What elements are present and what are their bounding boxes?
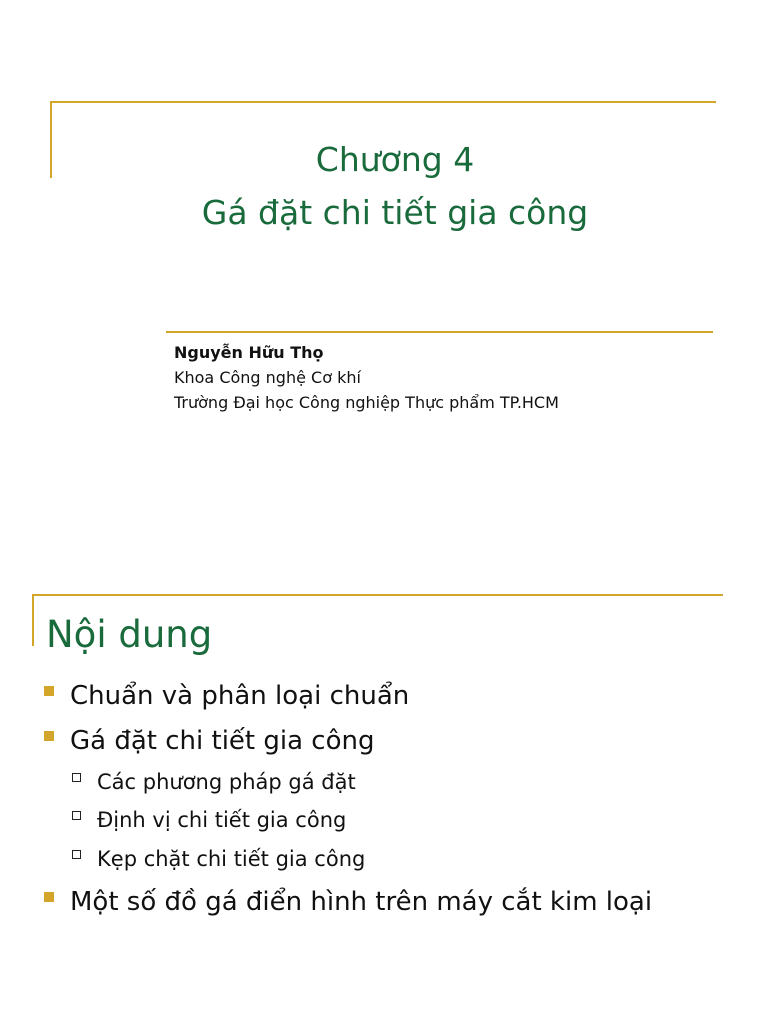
author-divider-line [166,331,713,333]
department: Khoa Công nghệ Cơ khí [174,368,361,387]
university: Trường Đại học Công nghiệp Thực phẩm TP.HCM [174,393,559,412]
bullet-text: Chuẩn và phân loại chuẩn [70,681,410,711]
author-name: Nguyễn Hữu Thọ [174,343,324,362]
bullet-square-icon [44,892,54,902]
bullet-text: Gá đặt chi tiết gia công [70,726,375,756]
hollow-square-icon [72,811,81,820]
bullet-square-icon [44,731,54,741]
sub-bullet-text: Định vị chi tiết gia công [97,808,347,832]
sub-bullet-text: Các phương pháp gá đặt [97,770,356,794]
sub-list-item [72,806,346,834]
sub-list-item [72,845,365,873]
left-frame-line [32,594,34,646]
chapter-title: Chương 4 [315,140,475,179]
contents-title: Nội dung [46,613,213,656]
bullet-square-icon [44,686,54,696]
hollow-square-icon [72,850,81,859]
bullet-text: Một số đồ gá điển hình trên máy cắt kim loại [70,887,653,917]
hollow-square-icon [72,773,81,782]
author-block [174,340,559,415]
sub-bullet-text: Kẹp chặt chi tiết gia công [97,847,366,871]
list-item [44,885,652,919]
list-item [44,724,374,758]
top-frame-line [50,101,716,103]
top-frame-line [32,594,723,596]
chapter-subtitle: Gá đặt chi tiết gia công [201,193,589,232]
list-item [44,679,409,713]
sub-list-item [72,768,356,796]
